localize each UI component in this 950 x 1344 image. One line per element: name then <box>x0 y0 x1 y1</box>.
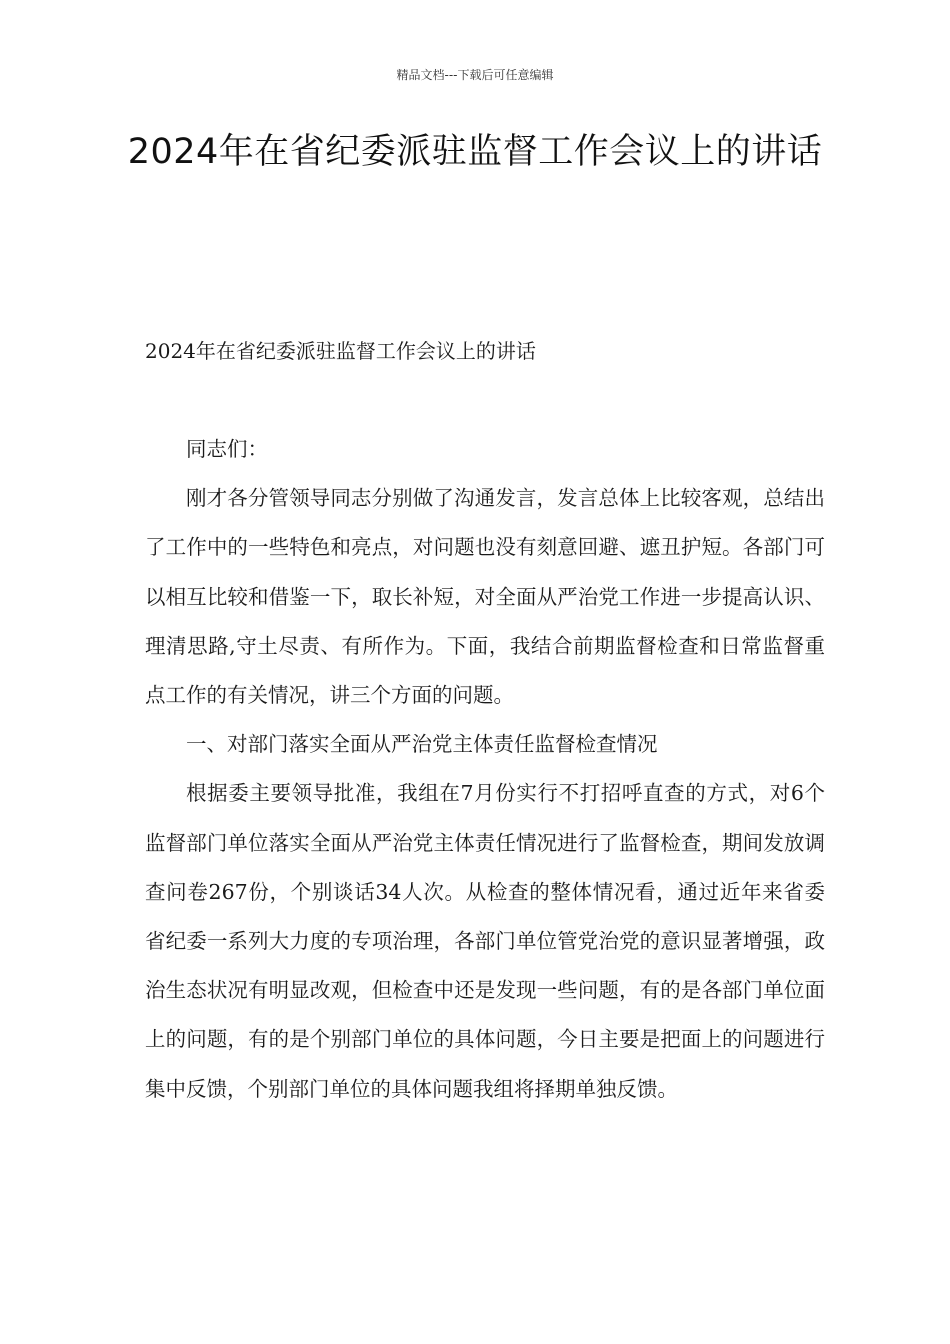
section-heading: 一、对部门落实全面从严治党主体责任监督检查情况 <box>186 732 658 757</box>
document-title: 2024年在省纪委派驻监督工作会议上的讲话 <box>127 132 823 172</box>
header-note: 精品文档---下载后可任意编辑 <box>396 68 554 82</box>
body-paragraph: 根据委主要领导批准，我组在7月份实行不打招呼直查的方式，对6个监督部门单位落实全面从严治党主体责任情况进行了监督检查，期间发放调查问卷267份，个别谈话34人次。从检查的整体情况看，通过近年来省委省纪委一系列大力度的专项治理，各部门单位管党治党的意识显著增强，政治生态状况有明显改观，但检查中还是发现一些问题，有的是各部门单位面上的问题，有的是个别部门单位的具体问题，今日主要是把面上的问题进行集中反馈，个别部门单位的具体问题我组将择期单独反馈。 <box>145 781 825 1101</box>
salutation-paragraph: 同志们： <box>186 437 268 461</box>
body-paragraph: 刚才各分管领导同志分别做了沟通发言，发言总体上比较客观，总结出了工作中的一些特色和亮点，对问题也没有刻意回避、遮丑护短。各部门可以相互比较和借鉴一下，取长补短，对全面从严治党工作进一步提高认识、理清思路,守土尽责、有所作为。下面，我结合前期监督检查和日常监督重点工作的有关情况，讲三个方面的问题。 <box>145 486 825 708</box>
document-body <box>145 425 825 1114</box>
document-subtitle: 2024年在省纪委派驻监督工作会议上的讲话 <box>145 339 536 363</box>
